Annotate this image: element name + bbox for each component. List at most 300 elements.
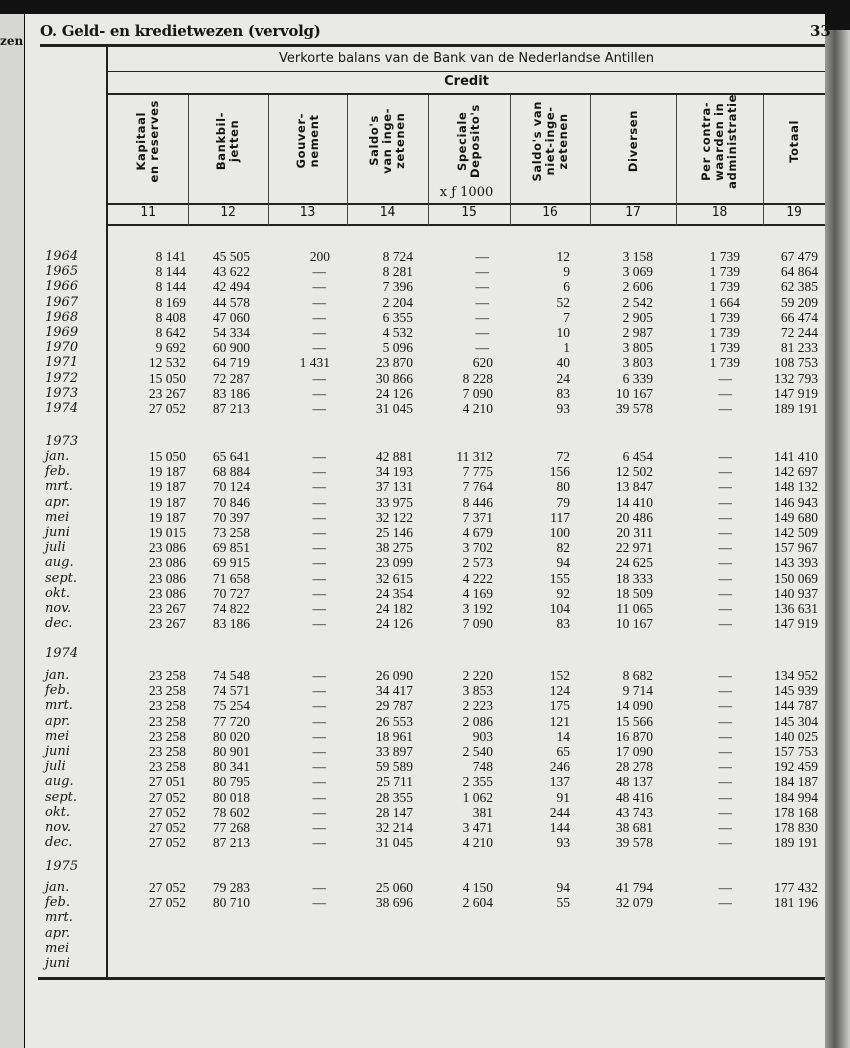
table-cell: 14 090 [615,698,653,714]
table-cell: — [312,325,326,340]
table-cell: 4 150 [462,880,493,895]
table-cell: 146 943 [774,494,818,510]
table-cell: 9 714 [622,683,653,699]
table-cell: — [312,279,326,295]
column-header [510,95,590,187]
table-cell: 34 417 [375,683,413,699]
table-cell: 137 [549,774,570,790]
table-cell: 903 [472,728,493,744]
column-number-rule [108,224,825,226]
table-cell: — [718,585,732,601]
column-header-label: Saldo's van inge- zetenen [367,108,407,174]
table-cell: 29 787 [375,698,413,714]
row-label: 1974 [45,401,79,416]
table-cell: 80 710 [212,895,250,911]
credit-header: Credit [444,74,489,89]
table-cell: — [312,804,326,820]
table-cell: 23 267 [148,385,186,401]
table-cell: — [312,309,326,325]
adjacent-page-edge [0,14,24,1048]
table-cell: 28 278 [615,759,653,775]
column-header-label: Per contra- waarden in administratie [699,93,739,189]
table-cell: 2 086 [462,713,493,729]
table-cell: 24 [556,370,570,386]
table-cell: — [718,668,732,683]
table-cell: 37 131 [375,479,413,495]
row-label: feb. [45,895,70,911]
table-cell: — [718,494,732,510]
table-cell: 31 045 [375,835,413,851]
table-cell: 3 702 [462,540,493,556]
table-cell: 33 897 [375,744,413,759]
table-cell: — [718,789,732,805]
table-cell: 189 191 [774,835,818,851]
table-cell: — [718,774,732,790]
table-cell: 1 739 [709,279,740,295]
table-cell: 8 144 [155,264,186,280]
table-cell: 14 [556,728,570,744]
table-cell: 156 [549,464,570,480]
table-cell: 44 578 [212,294,250,310]
table-cell: 13 847 [615,479,653,495]
table-cell: 83 [556,616,570,632]
table-cell: 142 509 [774,525,818,540]
table-cell: 27 052 [148,804,186,820]
table-cell: 12 [556,249,570,264]
table-cell: 2 355 [462,774,493,790]
table-cell: 28 355 [375,789,413,805]
table-cell: — [718,820,732,835]
table-cell: 9 [563,264,570,280]
page-stack-edge [825,30,850,1048]
table-cell: 80 018 [212,789,250,805]
table-cell: — [312,264,326,280]
table-cell: 22 971 [615,540,653,556]
table-cell: 64 719 [212,355,250,371]
column-number: 14 [379,205,396,220]
table-cell: 157 753 [774,744,818,759]
table-cell: 20 486 [615,509,653,525]
table-cell: 7 090 [462,616,493,632]
row-label: okt. [45,804,71,820]
table-cell: 1 062 [462,789,493,805]
row-label: apr. [45,713,70,729]
column-header [676,95,763,187]
table-cell: 748 [472,759,493,775]
column-header-label: Kapitaal en reserves [134,99,161,183]
table-cell: 30 866 [375,370,413,386]
table-cell: 6 339 [622,370,653,386]
row-label: jan. [45,880,70,895]
table-cell: — [312,464,326,480]
table-cell: 2 987 [622,325,653,340]
table-cell: 25 711 [376,774,413,790]
table-cell: 149 680 [774,509,818,525]
table-cell: 23 258 [148,713,186,729]
table-cell: 24 126 [375,385,413,401]
table-cell: 6 355 [382,309,413,325]
table-cell: 23 086 [148,540,186,556]
column-header [428,95,510,187]
table-cell: 6 [563,279,570,295]
table-cell: 91 [556,789,570,805]
table-cell: 100 [549,525,570,540]
table-cell: 150 069 [774,570,818,586]
table-cell: 104 [549,601,570,616]
column-divider [347,95,348,225]
table-cell: — [312,835,326,851]
row-label: 1964 [45,249,79,264]
table-cell: 24 182 [375,601,413,616]
table-cell: 15 050 [148,449,186,464]
section-year-heading: 1974 [45,646,79,661]
table-cell: 65 [556,744,570,759]
table-cell: 41 794 [615,880,653,895]
table-cell: — [312,479,326,495]
column-number: 13 [299,205,316,220]
row-label: juli [45,759,66,775]
table-cell: 1 739 [709,249,740,264]
table-cell: 145 304 [774,713,818,729]
table-cell: — [718,759,732,775]
table-cell: 48 137 [615,774,653,790]
table-cell: — [312,895,326,911]
table-cell: — [312,759,326,775]
table-cell: 23 086 [148,585,186,601]
table-cell: — [312,668,326,683]
table-cell: 134 952 [774,668,818,683]
table-cell: 27 052 [148,880,186,895]
column-header [347,95,428,187]
table-cell: 74 571 [212,683,250,699]
table-cell: 16 870 [615,728,653,744]
table-cell: 2 540 [462,744,493,759]
table-cell: 7 371 [462,509,493,525]
table-cell: 1 739 [709,264,740,280]
table-cell: 4 222 [462,570,493,586]
table-cell: 27 052 [148,789,186,805]
column-divider [763,95,764,225]
row-label: feb. [45,683,70,699]
table-cell: 4 210 [462,835,493,851]
row-label: juni [45,956,70,971]
row-label: mei [45,728,70,744]
table-cell: — [312,370,326,386]
table-cell: 1 739 [709,355,740,371]
table-cell: 42 881 [375,449,413,464]
table-cell: 18 509 [615,585,653,601]
table-cell: 64 864 [780,264,818,280]
table-cell: 11 312 [456,449,493,464]
table-cell: — [718,835,732,851]
table-cell: 59 589 [375,759,413,775]
table-cell: 23 086 [148,570,186,586]
column-number: 18 [711,205,728,220]
table-cell: 124 [549,683,570,699]
table-cell: — [312,713,326,729]
row-label: okt. [45,585,71,601]
table-cell: 4 169 [462,585,493,601]
table-cell: 178 168 [774,804,818,820]
table-cell: 19 187 [148,464,186,480]
table-cell: — [312,509,326,525]
row-label: mrt. [45,910,73,926]
table-cell: — [475,249,489,264]
table-cell: 80 901 [212,744,250,759]
table-cell: 1 739 [709,309,740,325]
table-cell: 70 846 [212,494,250,510]
table-cell: 3 805 [622,340,653,356]
table-cell: 23 258 [148,728,186,744]
table-cell: 7 [563,309,570,325]
table-cell: 184 994 [774,789,818,805]
table-cell: 69 915 [212,555,250,571]
page-title: O. Geld- en kredietwezen (vervolg) [40,22,321,40]
table-cell: 140 025 [774,728,818,744]
table-cell: 1 [563,340,570,356]
table-cell: 78 602 [212,804,250,820]
table-cell: — [312,401,326,416]
column-number: 17 [625,205,641,220]
column-header [108,95,188,187]
table-cell: 18 961 [375,728,413,744]
row-label: 1968 [45,309,79,325]
table-cell: 152 [549,668,570,683]
table-cell: 8 724 [382,249,413,264]
table-cell: 147 919 [774,385,818,401]
table-cell: 12 502 [615,464,653,480]
table-cell: 87 213 [212,401,250,416]
table-cell: 155 [549,570,570,586]
row-label: mei [45,940,70,956]
table-cell: 74 822 [212,601,250,616]
table-cell: 10 167 [615,616,653,632]
table-cell: 80 [556,479,570,495]
table-cell: 82 [556,540,570,556]
table-cell: 2 223 [462,698,493,714]
table-cell: — [718,880,732,895]
table-cell: 83 186 [212,385,250,401]
table-cell: 19 187 [148,494,186,510]
table-cell: 2 905 [622,309,653,325]
page-number: 33 [810,22,831,40]
column-header-label: Saldo's van niet-inge- zetenen [529,100,570,182]
table-cell: — [312,540,326,556]
column-number: 19 [786,205,802,220]
table-cell: 27 052 [148,820,186,835]
table-cell: 55 [556,895,570,911]
table-cell: 43 743 [615,804,653,820]
table-cell: 18 333 [615,570,653,586]
table-cell: 65 641 [212,449,250,464]
row-label: aug. [45,555,74,571]
row-label: aug. [45,774,74,790]
table-cell: 45 505 [212,249,250,264]
column-divider [510,95,511,225]
table-cell: 23 267 [148,601,186,616]
column-divider [188,95,189,225]
adjacent-page-fragment: zen [0,34,24,48]
table-cell: 2 204 [382,294,413,310]
table-cell: 77 720 [212,713,250,729]
table-cell: 34 193 [375,464,413,480]
table-cell: — [718,698,732,714]
table-cell: 4 210 [462,401,493,416]
table-cell: — [312,789,326,805]
table-cell: 8 682 [622,668,653,683]
row-label: mrt. [45,479,73,495]
table-cell: 8 446 [462,494,493,510]
table-cell: 93 [556,835,570,851]
table-cell: 8 408 [155,309,186,325]
table-cell: 3 069 [622,264,653,280]
table-cell: 28 147 [375,804,413,820]
table-cell: 189 191 [774,401,818,416]
table-cell: 80 795 [212,774,250,790]
table-cell: 620 [472,355,493,371]
table-cell: 381 [472,804,493,820]
table-cell: 74 548 [212,668,250,683]
table-cell: 143 393 [774,555,818,571]
table-cell: 27 051 [148,774,186,790]
table-cell: 23 099 [375,555,413,571]
table-caption: Verkorte balans van de Bank van de Nederlandse Antillen [279,51,654,66]
table-cell: 142 697 [774,464,818,480]
table-cell: — [718,555,732,571]
row-label: jan. [45,668,70,683]
section-year-heading: 1973 [45,434,79,449]
table-cell: 66 474 [780,309,818,325]
table-cell: 8 642 [155,325,186,340]
table-cell: 27 052 [148,835,186,851]
column-divider [268,95,269,225]
table-cell: — [312,698,326,714]
table-cell: 141 410 [774,449,818,464]
table-cell: 25 146 [375,525,413,540]
row-label: 1973 [45,385,79,401]
table-cell: — [475,340,489,356]
table-cell: 10 167 [615,385,653,401]
table-cell: 246 [549,759,570,775]
table-cell: 121 [549,713,570,729]
table-cell: 2 542 [622,294,653,310]
table-cell: 23 267 [148,616,186,632]
row-label: juli [45,540,66,556]
table-cell: 81 233 [780,340,818,356]
table-cell: 200 [309,249,330,264]
table-cell: — [718,744,732,759]
table-cell: 80 341 [212,759,250,775]
table-cell: 83 186 [212,616,250,632]
table-cell: 27 052 [148,401,186,416]
table-cell: — [312,555,326,571]
table-cell: — [475,294,489,310]
table-cell: 72 287 [212,370,250,386]
table-cell: 32 615 [375,570,413,586]
column-header [763,95,825,187]
table-cell: 25 060 [375,880,413,895]
table-cell: 72 [556,449,570,464]
row-label: juni [45,525,70,540]
column-header-label: Speciale Deposito's [455,103,482,179]
table-cell: 23 086 [148,555,186,571]
table-cell: 178 830 [774,820,818,835]
column-divider [676,95,677,225]
table-cell: 6 454 [622,449,653,464]
table-cell: 15 566 [615,713,653,729]
row-label: juni [45,744,70,759]
table-cell: — [718,525,732,540]
table-cell: 38 696 [375,895,413,911]
row-label: jan. [45,449,70,464]
table-cell: 24 625 [615,555,653,571]
table-cell: 2 604 [462,895,493,911]
table-cell: 148 132 [774,479,818,495]
table-cell: 23 258 [148,759,186,775]
table-cell: 108 753 [774,355,818,371]
table-cell: 38 681 [615,820,653,835]
column-number: 15 [461,205,477,220]
table-cell: 69 851 [212,540,250,556]
table-cell: 71 658 [212,570,250,586]
table-cell: 24 354 [375,585,413,601]
table-cell: — [718,804,732,820]
table-cell: 52 [556,294,570,310]
table-cell: 20 311 [616,525,653,540]
table-cell: 26 090 [375,668,413,683]
row-label: 1967 [45,294,79,310]
table-cell: — [312,728,326,744]
row-label: feb. [45,464,70,480]
row-label: 1971 [45,355,79,371]
table-cell: — [312,340,326,356]
table-cell: 26 553 [375,713,413,729]
table-cell: 1 739 [709,325,740,340]
caption-rule [108,71,825,72]
row-label: mrt. [45,698,73,714]
column-header-label: Diversen [625,109,640,173]
table-cell: 23 258 [148,744,186,759]
column-header-label: Bankbil- jetten [214,111,241,171]
column-number: 11 [140,205,156,220]
column-divider [590,95,591,225]
table-cell: 1 739 [709,340,740,356]
table-cell: 8 281 [382,264,413,280]
table-cell: 87 213 [212,835,250,851]
table-cell: — [718,401,732,416]
table-cell: — [718,509,732,525]
row-label: 1969 [45,325,79,340]
row-label: nov. [45,601,72,616]
bottom-rule [38,977,825,980]
table-cell: 70 727 [212,585,250,601]
table-cell: 9 692 [155,340,186,356]
table-cell: 79 [556,494,570,510]
table-cell: 31 045 [375,401,413,416]
table-cell: 8 144 [155,279,186,295]
row-label: 1970 [45,340,79,356]
table-cell: — [718,616,732,632]
table-cell: 23 258 [148,683,186,699]
row-label: apr. [45,494,70,510]
table-cell: 8 228 [462,370,493,386]
table-cell: 47 060 [212,309,250,325]
table-cell: — [312,616,326,632]
table-cell: — [312,570,326,586]
table-cell: 32 214 [375,820,413,835]
table-cell: 7 775 [462,464,493,480]
table-cell: 75 254 [212,698,250,714]
